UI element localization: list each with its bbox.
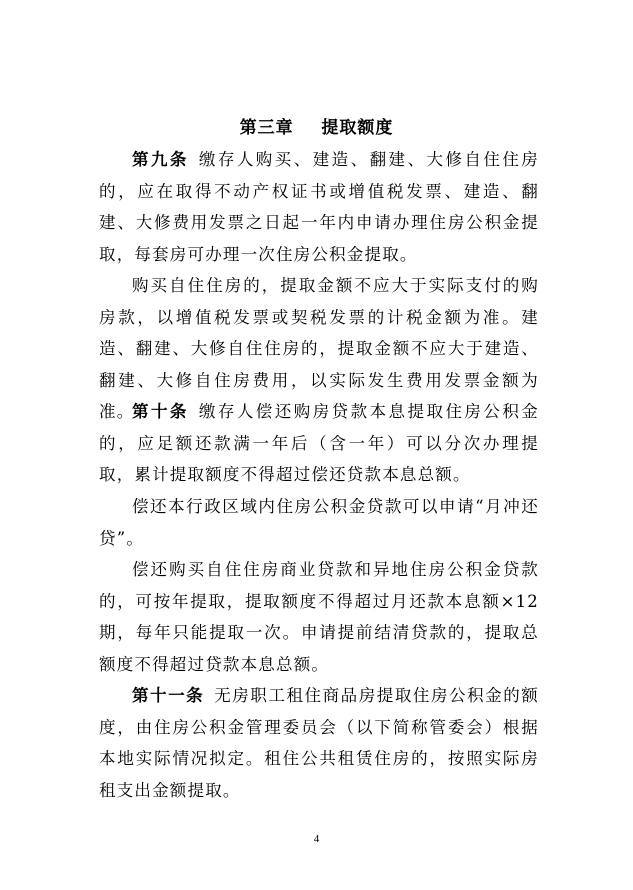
article-11-label: 第十一条: [132, 686, 205, 705]
article-9-purchase-text: 购买自住住房的，提取金额不应大于实际支付的购房款，以增值税发票或契税发票的计税金额为准。建造、翻建、大修自住住房的，提取金额不应大于建造、翻建、大修自住房费用，以实际发生费用发票金额为准。: [99, 276, 539, 421]
article-10-monthly-text: 偿还本行政区域内住房公积金贷款可以申请“月冲还贷”。: [99, 497, 539, 548]
article-10-label: 第十条: [132, 402, 189, 421]
page-number: 4: [313, 833, 320, 845]
article-10-monthly-paragraph: [99, 491, 539, 554]
article-10-commercial-loan-text: 偿还购买自住住房商业贷款和异地住房公积金贷款的，可按年提取，提取额度不得超过月还款本息额×12期，每年只能提取一次。申请提前结清贷款的，提取总额度不得超过贷款本息总额。: [99, 560, 539, 674]
article-9-paragraph: [99, 144, 539, 270]
chapter-title: 第三章 提取额度: [239, 118, 394, 138]
article-10-text: 缴存人偿还购房贷款本息提取住房公积金的，应足额还款满一年后（含一年）可以分次办理提取，累计提取额度不得超过偿还贷款本息总额。: [99, 402, 539, 484]
article-9-label: 第九条: [132, 150, 189, 169]
article-11-text: 无房职工租住商品房提取住房公积金的额度，由住房公积金管理委员会（以下简称管委会）根据本地实际情况拟定。租住公共租赁住房的，按照实际房租支出金额提取。: [99, 686, 539, 800]
article-9-text: 缴存人购买、建造、翻建、大修自住住房的，应在取得不动产权证书或增值税发票、建造、翻建、大修费用发票之日起一年内申请办理住房公积金提取，每套房可办理一次住房公积金提取。: [99, 150, 539, 264]
article-10-paragraph: [99, 396, 539, 491]
article-11-paragraph: [99, 680, 539, 806]
article-10-commercial-loan-paragraph: [99, 554, 539, 680]
